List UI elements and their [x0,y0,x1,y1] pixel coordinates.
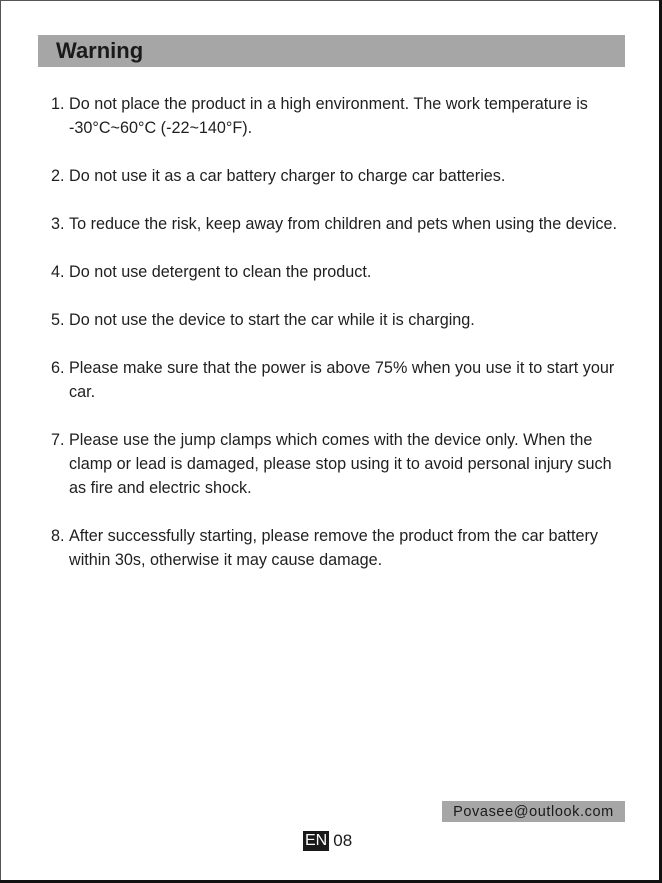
warning-text: Please make sure that the power is above 75% when you use it to start your car. [69,359,615,401]
section-header-bar [38,35,625,67]
warning-number: 2. [51,167,65,185]
warning-number: 6. [51,359,65,377]
warning-text: Do not use the device to start the car while it is charging. [69,311,475,329]
warning-list [51,92,631,596]
warning-text: Please use the jump clamps which comes with the device only. When the clamp or lead is damaged, please stop using it to avoid personal injury such as fire and electric shock. [69,431,612,497]
warning-item-2 [51,164,631,188]
page-border-left [0,0,1,883]
page-footer [303,830,352,852]
warning-text: Do not use detergent to clean the product. [69,263,372,281]
page-border-top [0,0,662,1]
warning-item-8 [51,524,631,572]
warning-item-5 [51,308,631,332]
warning-text: To reduce the risk, keep away from children and pets when using the device. [69,215,617,233]
warning-number: 5. [51,311,65,329]
warning-item-6 [51,356,631,404]
language-badge: EN [305,832,328,849]
page-number: 08 [333,831,353,850]
warning-number: 7. [51,431,65,449]
warning-text: Do not place the product in a high environment. The work temperature is -30°C~60°C (-22~140°F). [69,95,588,137]
contact-email: Povasee@outlook.com [442,801,625,822]
warning-item-3 [51,212,631,236]
warning-number: 1. [51,95,65,113]
warning-number: 3. [51,215,65,233]
warning-number: 4. [51,263,65,281]
warning-item-1 [51,92,631,140]
warning-item-7 [51,428,631,500]
section-title: Warning [56,38,144,63]
warning-text: Do not use it as a car battery charger to charge car batteries. [69,167,506,185]
warning-text: After successfully starting, please remove the product from the car battery within 30s, otherwise it may cause damage. [69,527,599,569]
warning-number: 8. [51,527,65,545]
warning-item-4 [51,260,631,284]
